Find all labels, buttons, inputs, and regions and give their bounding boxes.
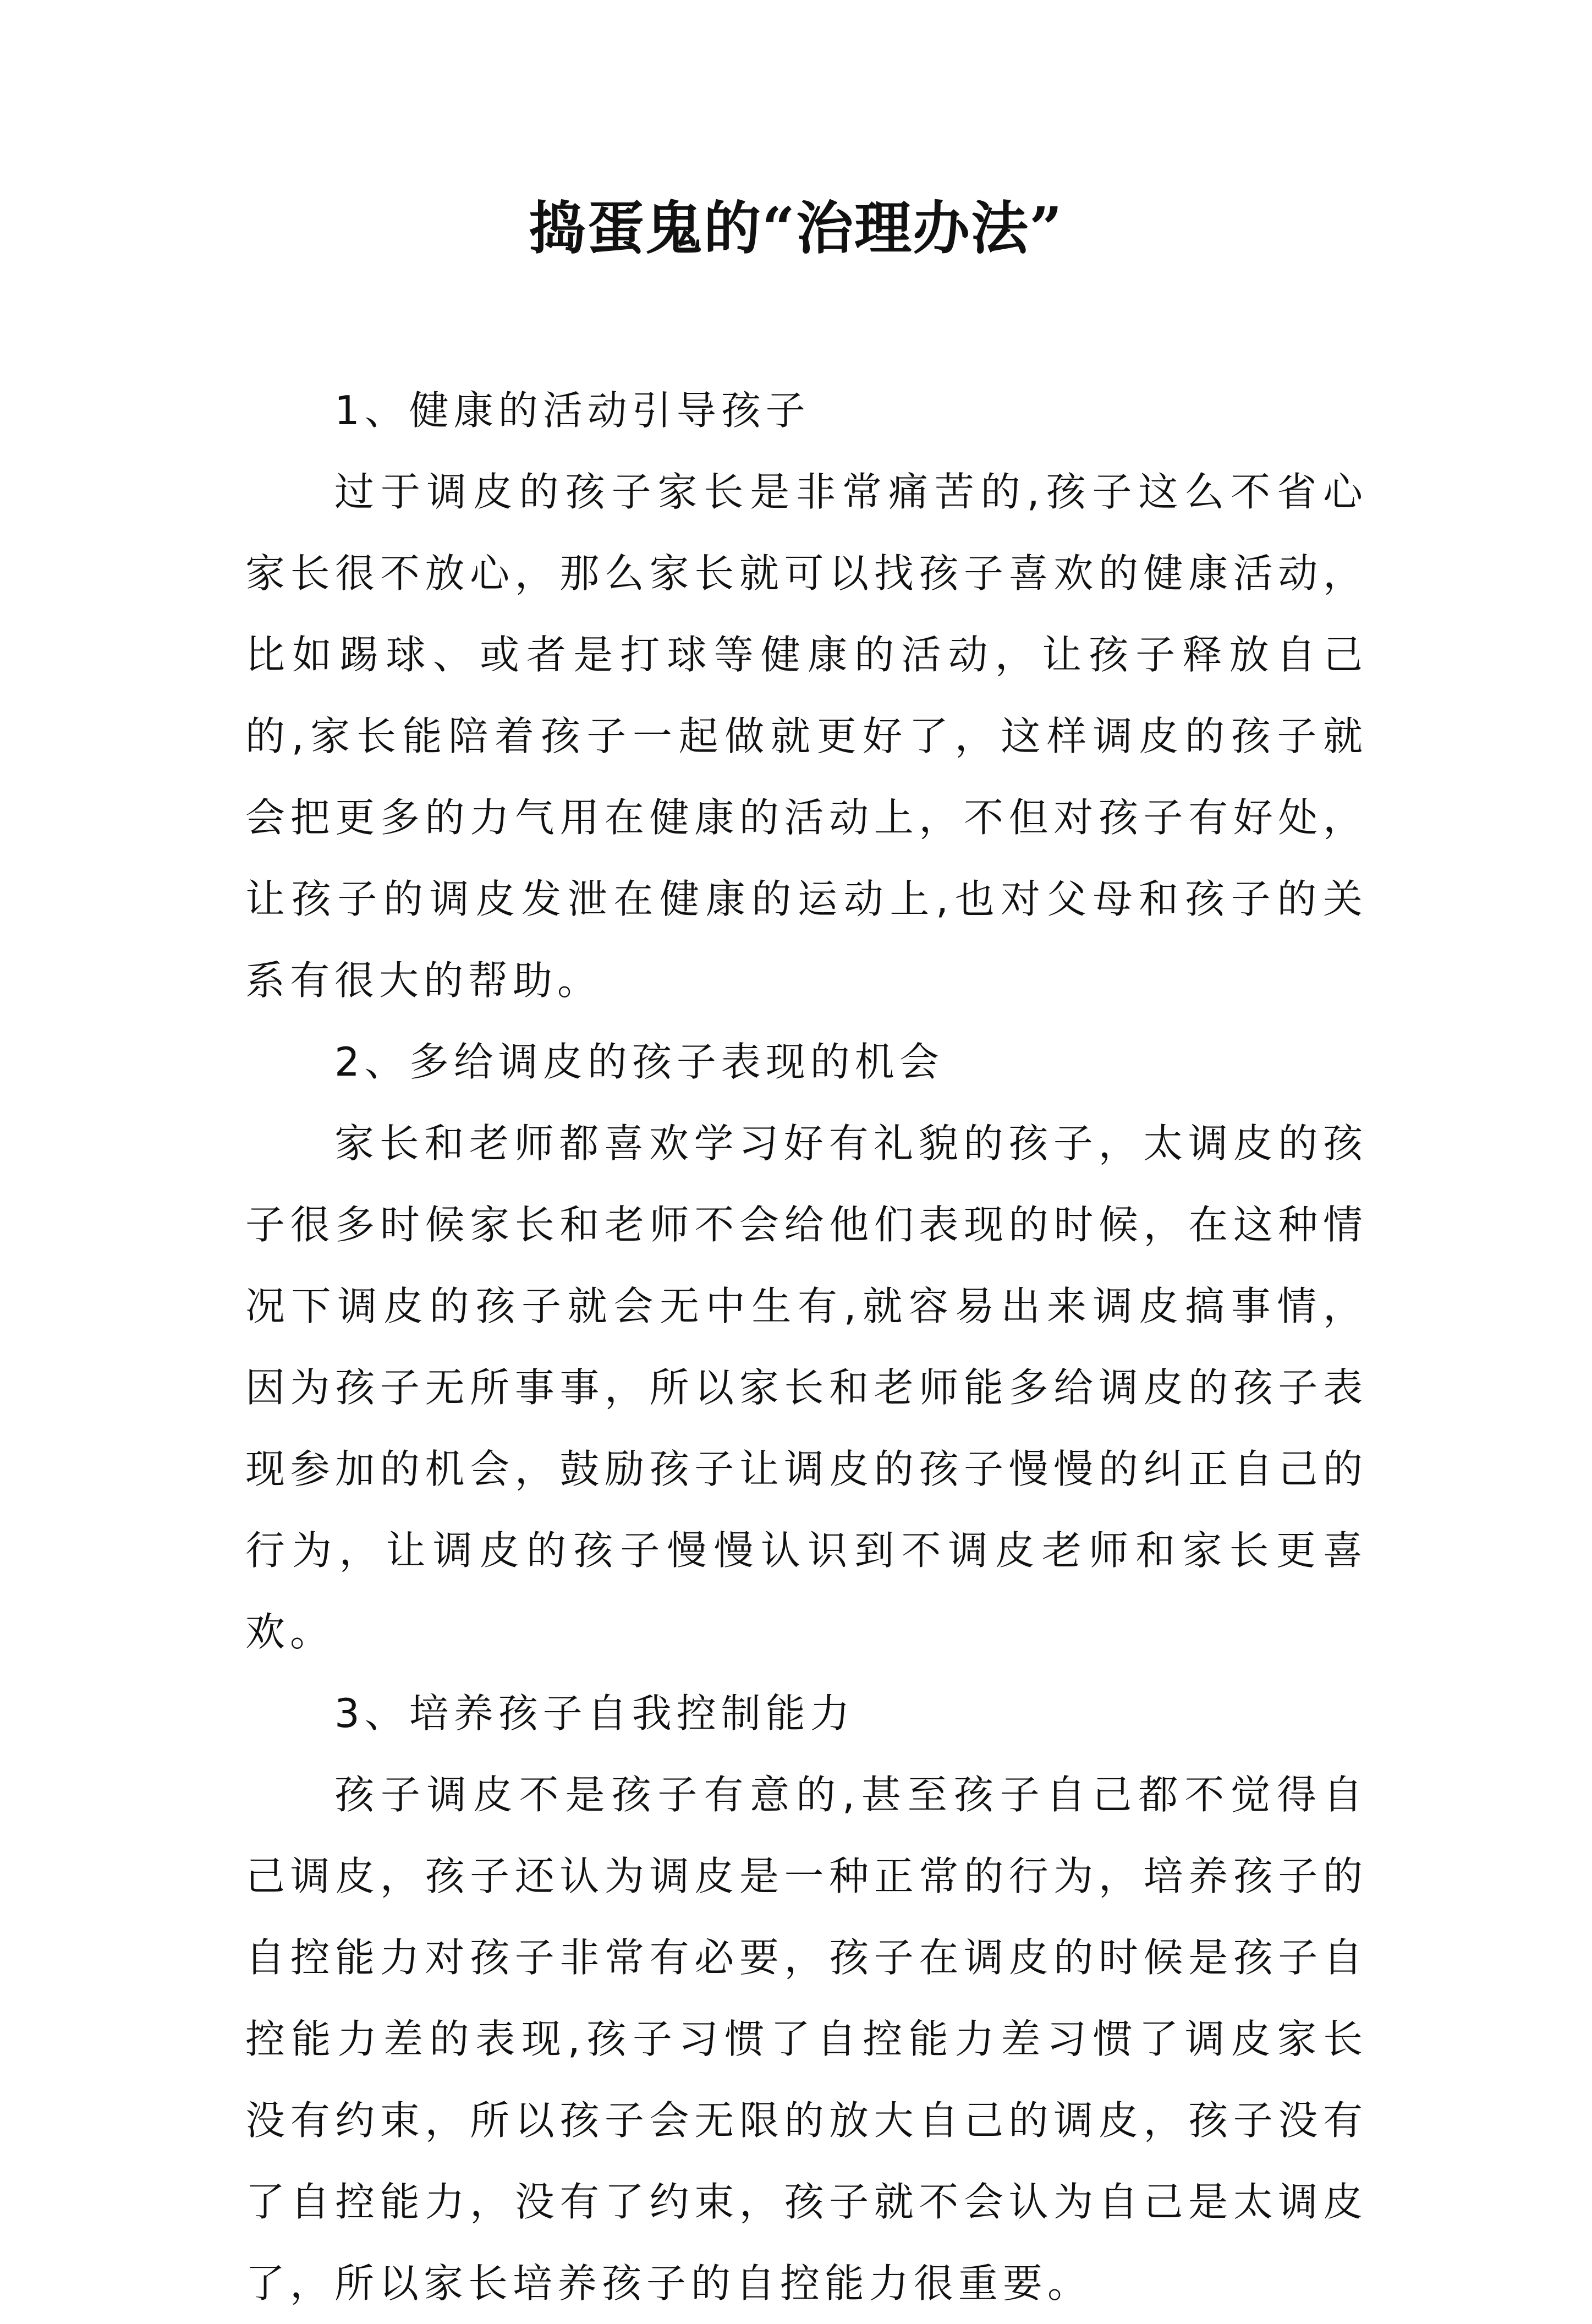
paragraph-1: 过于调皮的孩子家长是非常痛苦的,孩子这么不省心家长很不放心，那么家长就可以找孩子喜欢的健康活动，比如踢球、或者是打球等健康的活动，让孩子释放自己的,家长能陪着孩子一起做就更好了，这样调皮的孩子就会把更多的力气用在健康的活动上，不但对孩子有好处，让孩子的调皮发泄在健康的运动上,也对父母和孩子的关系有很大的帮助。	[245, 469, 1368, 1004]
paragraph-2: 家长和老师都喜欢学习好有礼貌的孩子，太调皮的孩子很多时候家长和老师不会给他们表现的时候，在这种情况下调皮的孩子就会无中生有,就容易出来调皮搞事情，因为孩子无所事事，所以家长和老师能多给调皮的孩子表现参加的机会，鼓励孩子让调皮的孩子慢慢的纠正自己的行为，让调皮的孩子慢慢认识到不调皮老师和家长更喜欢。	[245, 1120, 1368, 1655]
paragraph-3: 孩子调皮不是孩子有意的,甚至孩子自己都不觉得自己调皮，孩子还认为调皮是一种正常的行为，培养孩子的自控能力对孩子非常有必要，孩子在调皮的时候是孩子自控能力差的表现,孩子习惯了自控能力差习惯了调皮家长没有约束，所以孩子会无限的放大自己的调皮，孩子没有了自控能力，没有了约束，孩子就不会认为自己是太调皮了，所以家长培养孩子的自控能力很重要。	[245, 1772, 1368, 2306]
document-title: 捣蛋鬼的“治理办法”	[529, 194, 1063, 262]
section-heading-3: 3、培养孩子自我控制能力	[334, 1690, 855, 1736]
section-heading-1: 1、健康的活动引导孩子	[334, 387, 810, 434]
document-body	[245, 370, 1368, 2324]
section-heading-2: 2、多给调皮的孩子表现的机会	[334, 1039, 944, 1085]
